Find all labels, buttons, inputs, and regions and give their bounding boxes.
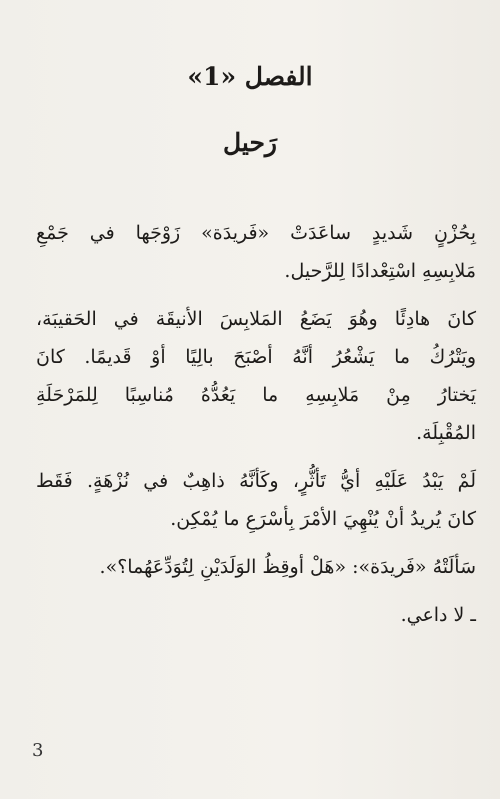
text-line: كانَ يُريدُ أنْ يُنْهِيَ الأمْرَ بِأسْرَعِ ما يُمْكِن. (170, 508, 476, 530)
text-line: لَمْ يَبْدُ عَلَيْهِ أيُّ تَأثُّرٍ، وكَأنَّهُ ذاهِبٌ في نُزْهَةٍ. فَقَط (36, 470, 476, 492)
text-line: كانَ هادِئًا وهُوَ يَضَعُ المَلابِسَ الأنيقَة في الحَقيبَة، (36, 308, 476, 330)
paragraph (36, 596, 476, 634)
body-text (36, 214, 476, 634)
text-line: ويَتْرُكُ ما يَشْعُرُ أنَّهُ أصْبَحَ بالِيًا أوْ قَديمًا. كانَ (36, 346, 476, 368)
text-line: سَألَتْهُ «فَريدَة»: «هَلْ أوقِظُ الوَلَدَيْنِ لِتُوَدِّعَهُما؟». (99, 556, 476, 578)
chapter-heading: الفصل «1» (187, 62, 313, 91)
chapter-title: رَحيل (222, 128, 277, 157)
text-line: مَلابِسِهِ اسْتِعْدادًا لِلرَّحيل. (284, 260, 476, 282)
text-line: بِحُزْنٍ شَديدٍ ساعَدَتْ «فَريدَة» زَوْجَها في جَمْعِ (36, 222, 476, 244)
text-line: المُقْبِلَة. (416, 422, 476, 444)
paragraph (36, 300, 476, 452)
text-line: ـ لا داعي. (400, 604, 476, 626)
paragraph (36, 214, 476, 290)
page-number: 3 (32, 740, 44, 761)
paragraph (36, 548, 476, 586)
paragraph (36, 462, 476, 538)
text-line: يَختارُ مِنْ مَلابِسِهِ ما يَعُدُّهُ مُناسِبًا لِلمَرْحَلَةِ (36, 384, 476, 406)
